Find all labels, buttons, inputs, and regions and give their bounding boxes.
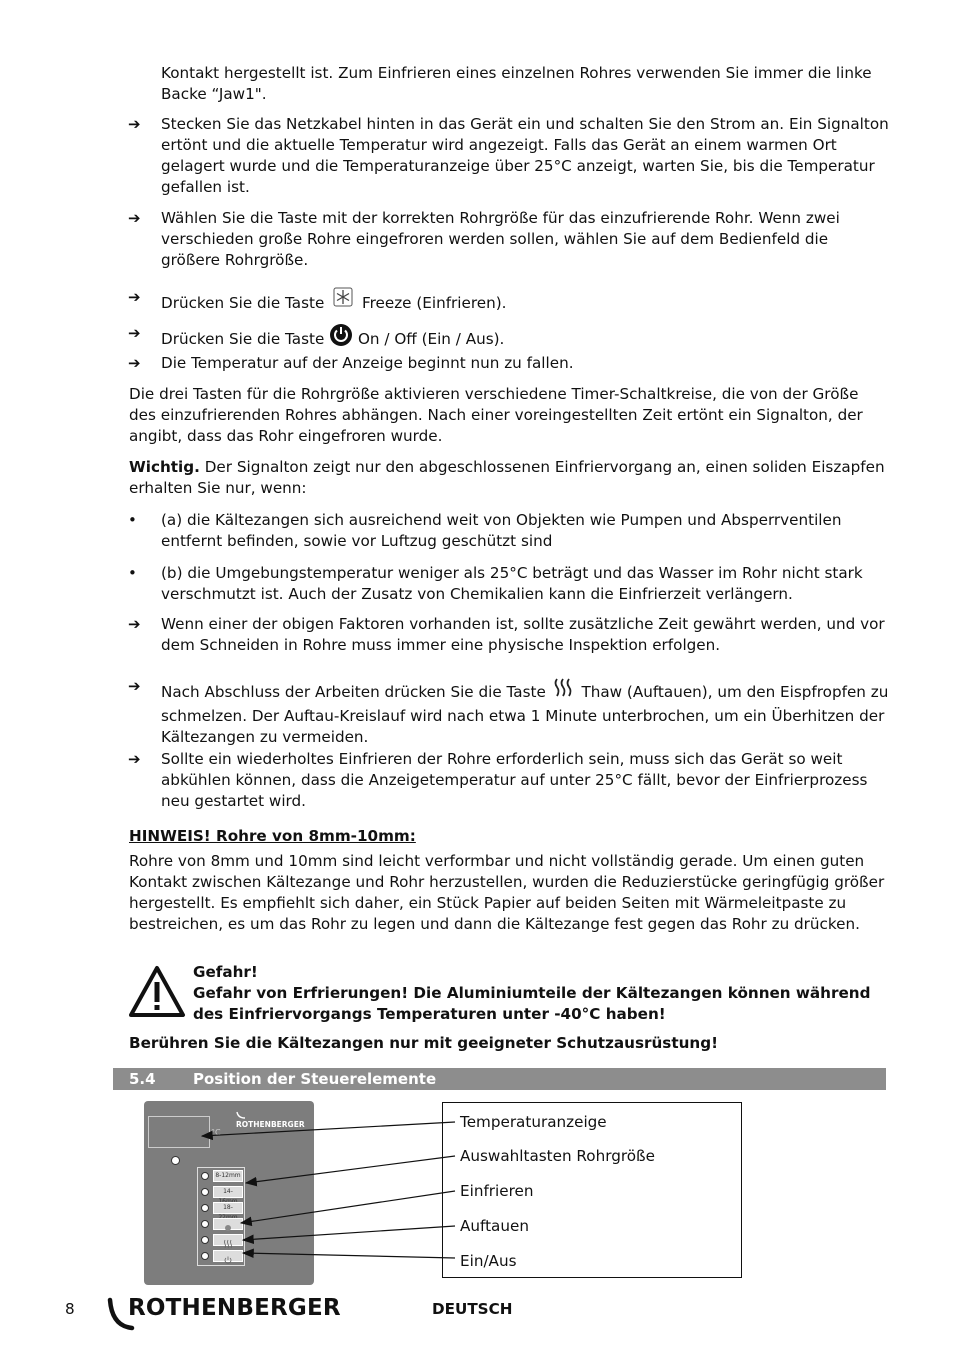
page-number: 8 (65, 1300, 75, 1318)
hinweis-title: HINWEIS! Rohre von 8mm-10mm: (129, 827, 416, 845)
panel-brand-text: ROTHENBERGER (236, 1120, 305, 1129)
step-refreeze: Sollte ein wiederholtes Einfrieren der Rohre erforderlich sein, muss sich das Gerät so weit abkühlen können, dass die Anzeigetemperatur auf unter 25°C fällt, bevor der Einfrierprozess neu gestartet wird. (161, 750, 868, 810)
step-thaw-text-a: Nach Abschluss der Arbeiten drücken Sie die Taste (161, 683, 546, 701)
step-thaw-text-b: Thaw (Auftauen), um den Eispfropfen zu schmelzen. Der Auftau-Kreislauf wird nach etwa 1 Minute unterbrochen, um ein Überhitzen der Kältezangen zu vermeiden. (161, 683, 889, 746)
legend-temperaturanzeige: Temperaturanzeige (460, 1113, 607, 1131)
step-freeze-text-b: Freeze (Einfrieren). (361, 294, 507, 312)
warning-footer: Berühren Sie die Kältezangen nur mit geeigneter Schutzausrüstung! (129, 1034, 719, 1052)
section-title: Position der Steuerelemente (193, 1070, 437, 1088)
degree-label: °C (211, 1128, 221, 1137)
hinweis-text: Rohre von 8mm und 10mm sind leicht verformbar und nicht vollständig gerade. Um einen guten Kontakt zwischen Kältezange und Rohr herzustellen, wurden die Reduzierstücke geringfügig größer hergestellt. Es empfiehlt sich daher, ein Stück Papier auf beiden Seiten mit Wärmeleitpaste zu bestreichen, es um das Rohr zu legen und dann die Kältezange fest gegen das Rohr zu drücken. (129, 852, 885, 933)
size-button-14-16[interactable]: 14- (213, 1186, 243, 1198)
arrow-icon: ➔ (128, 209, 141, 227)
bullet-item-b: (b) die Umgebungstemperatur weniger als 25°C beträgt und das Wasser im Rohr nicht stark verschmutzt ist. Auch der Zusatz von Chemikalien kann die Einfrierzeit verlängern. (161, 564, 863, 603)
step-extra-time: Wenn einer der obigen Faktoren vorhanden ist, sollte zusätzliche Zeit gewährt werden, und vor dem Schneiden in Rohre muss immer eine physische Inspektion erfolgen. (161, 615, 885, 654)
step-temperature-falls: Die Temperatur auf der Anzeige beginnt nun zu fallen. (161, 354, 574, 372)
step-power-on: Stecken Sie das Netzkabel hinten in das Gerät ein und schalten Sie den Strom an. Ein Signalton ertönt und die aktuelle Temperatur wird angezeigt. Falls das Gerät an einem warmen Ort gelagert wurde und die Temperaturanzeige über 25°C anzeigt, warten Sie, bis die Temperatur gefallen ist. (161, 115, 889, 196)
arrow-icon: ➔ (128, 354, 141, 372)
warning-text: Gefahr von Erfrierungen! Die Aluminiumteile der Kältezangen können während des Einfriervorgangs Temperaturen unter -40°C haben! (193, 984, 871, 1023)
paragraph-timer: Die drei Tasten für die Rohrgröße aktivieren verschiedene Timer-Schaltkreise, die von der Größe des einzufrierenden Rohres abhängen. Nach einer voreingestellten Zeit ertönt ein Signalton, der angibt, dass das Rohr eingefroren wurde. (129, 385, 863, 445)
arrow-icon: ➔ (128, 615, 141, 633)
arrow-icon: ➔ (128, 677, 141, 695)
step-select-size: Wählen Sie die Taste mit der korrekten Rohrgröße für das einzufrierende Rohr. Wenn zwei verschieden große Rohre eingefroren werden sollen, wählen Sie auf dem Bedienfeld die größere Rohrgröße. (161, 209, 840, 269)
arrow-icon: ➔ (128, 750, 141, 768)
bullet-icon: • (128, 564, 137, 582)
step-freeze-text-a: Drücken Sie die Taste (161, 294, 325, 312)
bullet-icon: • (128, 511, 137, 529)
important-label: Wichtig. (129, 458, 200, 476)
section-number: 5.4 (129, 1070, 156, 1088)
footer-language: DEUTSCH (432, 1300, 513, 1318)
important-text: Der Signalton zeigt nur den abgeschlossenen Einfriervorgang an, einen soliden Eiszapfen erhalten Sie nur, wenn: (129, 458, 885, 497)
footer-brand: ROTHENBERGER (128, 1295, 341, 1321)
arrow-icon: ➔ (128, 115, 141, 133)
legend-auftauen: Auftauen (460, 1217, 529, 1235)
size-button-18-22[interactable]: 18- (213, 1202, 243, 1214)
arrow-icon: ➔ (128, 324, 141, 342)
step-on-off-text-a: Drücken Sie die Taste (161, 330, 325, 348)
step-on-off-text-b: On / Off (Ein / Aus). (357, 330, 505, 348)
legend-auswahltasten: Auswahltasten Rohrgröße (460, 1147, 655, 1165)
arrow-icon: ➔ (128, 288, 141, 306)
warning-title: Gefahr! (193, 963, 258, 981)
paragraph-continuation: Kontakt hergestellt ist. Zum Einfrieren eines einzelnen Rohres verwenden Sie immer die linke Backe “Jaw1". (161, 64, 872, 103)
size-button-8-12[interactable]: 8-12mm (213, 1170, 243, 1182)
legend-einfrieren: Einfrieren (460, 1182, 534, 1200)
bullet-item-a: (a) die Kältezangen sich ausreichend weit von Objekten wie Pumpen und Absperrventilen entfernt befinden, sowie vor Luftzug geschützt sind (161, 511, 842, 550)
legend-ein-aus: Ein/Aus (460, 1252, 517, 1270)
